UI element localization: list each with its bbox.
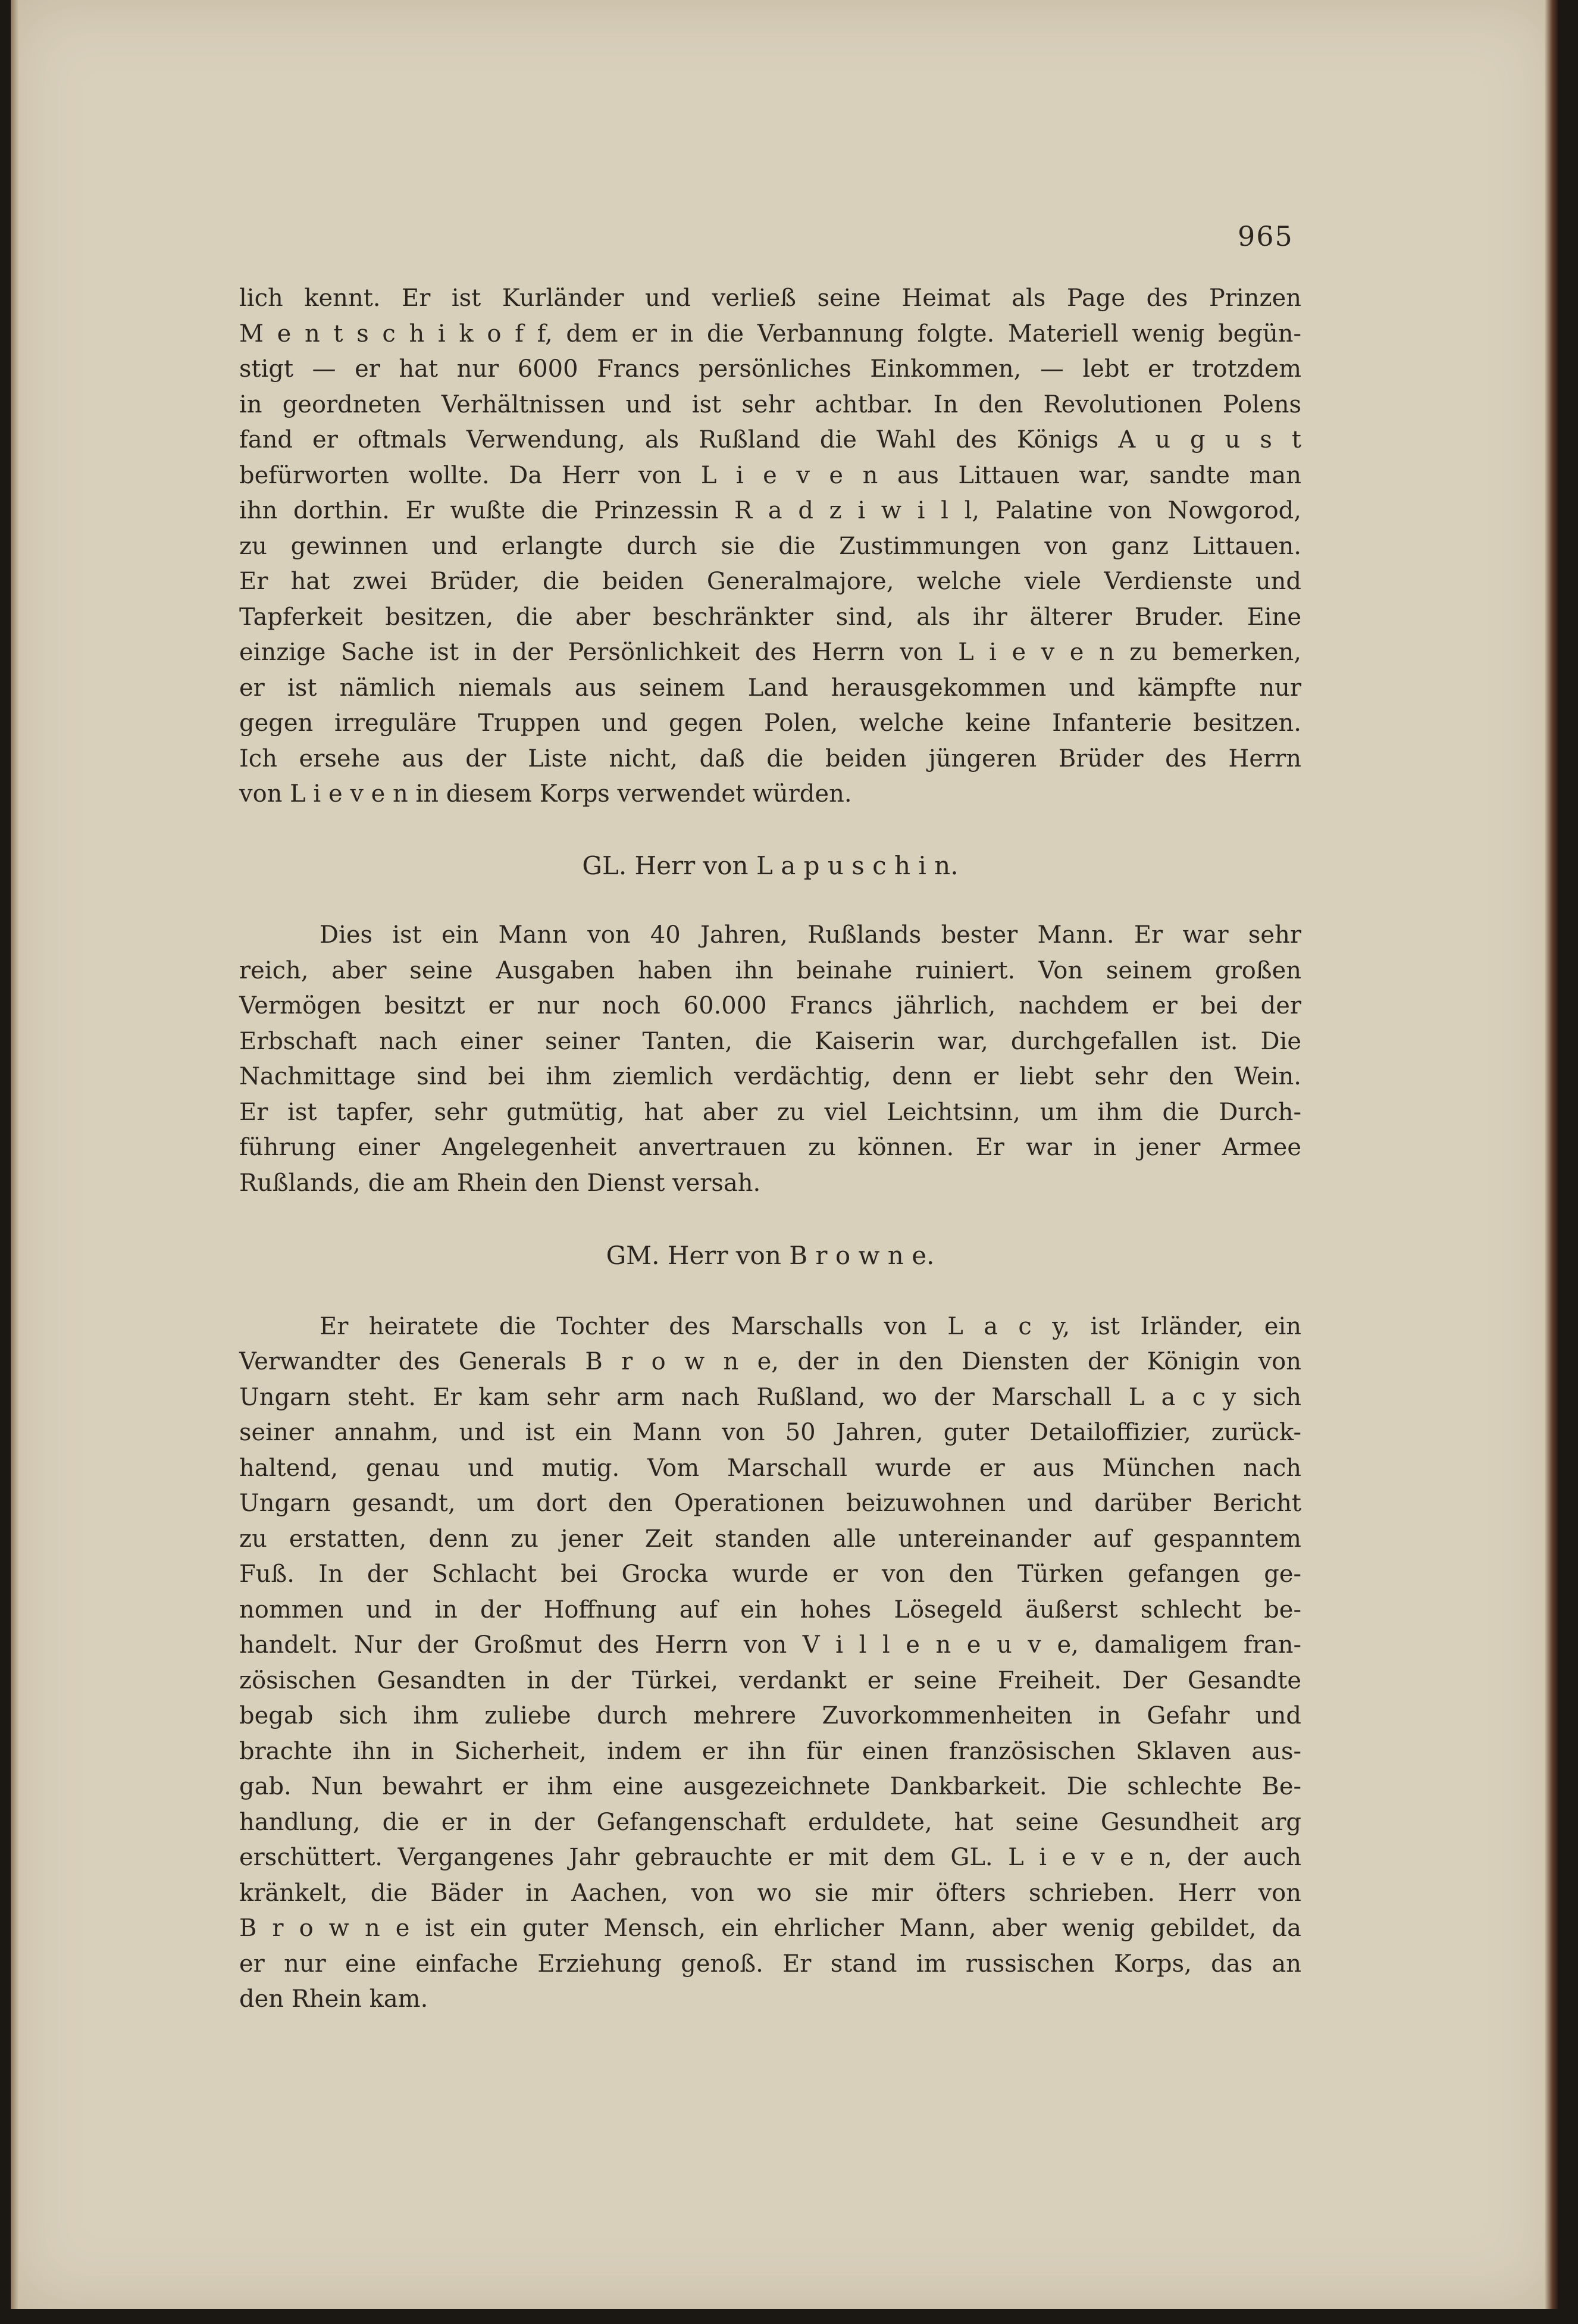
text-line: fand er oftmals Verwendung, als Rußland die Wahl des Königs A u g u s t — [239, 426, 1301, 453]
text-line: lich kennt. Er ist Kurländer und verließ seine Heimat als Page des Prinzen — [239, 284, 1301, 312]
text-line: stigt — er hat nur 6000 Francs persönliches Einkommen, — lebt er trotzdem — [239, 355, 1301, 383]
text-line: Nachmittage sind bei ihm ziemlich verdächtig, denn er liebt sehr den Wein. — [239, 1063, 1301, 1090]
text-line: Ungarn steht. Er kam sehr arm nach Rußland, wo der Marschall L a c y sich — [239, 1383, 1301, 1411]
section-gap — [239, 1274, 1301, 1309]
heading-lapuschin: GL. Herr von L a p u s c h i n. — [582, 850, 959, 880]
text-line: Fuß. In der Schlacht bei Grocka wurde er von den Türken gefangen ge- — [239, 1560, 1301, 1588]
text-line: in geordneten Verhältnissen und ist sehr achtbar. In den Revolutionen Polens — [239, 390, 1301, 418]
text-line: Vermögen besitzt er nur noch 60.000 Francs jährlich, nachdem er bei der — [239, 992, 1301, 1019]
section-gap — [239, 883, 1301, 918]
text-line: einzige Sache ist in der Persönlichkeit des Herrn von L i e v e n zu bemerken, — [239, 639, 1301, 666]
heading-browne: GM. Herr von B r o w n e. — [606, 1241, 935, 1270]
section-gap — [239, 1201, 1301, 1238]
text-line: kränkelt, die Bäder in Aachen, von wo sie mir öfters schrieben. Herr von — [239, 1879, 1301, 1907]
text-line: zu erstatten, denn zu jener Zeit standen alle untereinander auf gespanntem — [239, 1525, 1301, 1553]
text-line: er ist nämlich niemals aus seinem Land herausgekommen und kämpfte nur — [239, 674, 1301, 702]
text-line: Ungarn gesandt, um dort den Operationen beizuwohnen und darüber Bericht — [239, 1490, 1301, 1517]
text-line: handelt. Nur der Großmut des Herrn von V i l l e n e u v e, damaligem fran- — [239, 1631, 1301, 1659]
text-line: Erbschaft nach einer seiner Tanten, die Kaiserin war, durchgefallen ist. Die — [239, 1027, 1301, 1055]
text-line: gegen irreguläre Truppen und gegen Polen, welche keine Infanterie besitzen. — [239, 709, 1301, 737]
text-line: Er heiratete die Tochter des Marschalls von L a c y, ist Irländer, ein — [320, 1312, 1301, 1340]
text-line: M e n t s c h i k o f f, dem er in die Verbannung folgte. Materiell wenig begün- — [239, 320, 1301, 348]
text-line: Ich ersehe aus der Liste nicht, daß die beiden jüngeren Brüder des Herrn — [239, 745, 1301, 772]
section-gap — [239, 812, 1301, 848]
text-line: Er hat zwei Brüder, die beiden Generalmajore, welche viele Verdienste und — [239, 568, 1301, 595]
text-line: Er ist tapfer, sehr gutmütig, hat aber zu viel Leichtsinn, um ihm die Durch- — [239, 1098, 1301, 1126]
lapuschin-paragraph — [239, 918, 1301, 1201]
text-line: erschüttert. Vergangenes Jahr gebrauchte er mit dem GL. L i e v e n, der auch — [239, 1844, 1301, 1871]
text-line: reich, aber seine Ausgaben haben ihn beinahe ruiniert. Von seinem großen — [239, 956, 1301, 984]
text-line: B r o w n e ist ein guter Mensch, ein ehrlicher Mann, aber wenig gebildet, da — [239, 1915, 1301, 1942]
intro-paragraph — [239, 281, 1301, 812]
browne-paragraph — [239, 1309, 1301, 2018]
text-line: zu gewinnen und erlangte durch sie die Zustimmungen von ganz Littauen. — [239, 532, 1301, 560]
text-line: haltend, genau und mutig. Vom Marschall wurde er aus München nach — [239, 1454, 1301, 1482]
main-text — [239, 281, 1301, 2018]
text-line: nommen und in der Hoffnung auf ein hohes Lösegeld äußerst schlecht be- — [239, 1596, 1301, 1624]
text-line: Rußlands, die am Rhein den Dienst versah. — [239, 1169, 761, 1197]
text-line: seiner annahm, und ist ein Mann von 50 Jahren, guter Detailoffizier, zurück- — [239, 1419, 1301, 1446]
text-line: Verwandter des Generals B r o w n e, der in den Diensten der Königin von — [239, 1348, 1301, 1375]
page-number: 965 — [1238, 220, 1294, 252]
text-line: ihn dorthin. Er wußte die Prinzessin R a d z i w i l l, Palatine von Nowgorod, — [239, 497, 1301, 524]
text-line: gab. Nun bewahrt er ihm eine ausgezeichnete Dankbarkeit. Die schlechte Be- — [239, 1773, 1301, 1800]
text-line: er nur eine einfache Erziehung genoß. Er stand im russischen Korps, das an — [239, 1950, 1301, 1978]
text-line: Tapferkeit besitzen, die aber beschränkter sind, als ihr älterer Bruder. Eine — [239, 603, 1301, 631]
text-line: brachte ihn in Sicherheit, indem er ihn für einen französischen Sklaven aus- — [239, 1737, 1301, 1765]
text-line: von L i e v e n in diesem Korps verwendet würden. — [239, 780, 852, 808]
text-line: zösischen Gesandten in der Türkei, verdankt er seine Freiheit. Der Gesandte — [239, 1666, 1301, 1694]
text-line: befürworten wollte. Da Herr von L i e v e n aus Littauen war, sandte man — [239, 461, 1301, 489]
text-line: handlung, die er in der Gefangenschaft erduldete, hat seine Gesundheit arg — [239, 1808, 1301, 1836]
text-line: führung einer Angelegenheit anvertrauen zu können. Er war in jener Armee — [239, 1134, 1301, 1161]
page-binding-edge — [11, 0, 19, 2309]
page-outer-edge — [1545, 0, 1558, 2309]
text-line: begab sich ihm zuliebe durch mehrere Zuvorkommenheiten in Gefahr und — [239, 1702, 1301, 1729]
text-line: Dies ist ein Mann von 40 Jahren, Rußlands bester Mann. Er war sehr — [320, 921, 1301, 949]
text-line: den Rhein kam. — [239, 1985, 428, 2013]
